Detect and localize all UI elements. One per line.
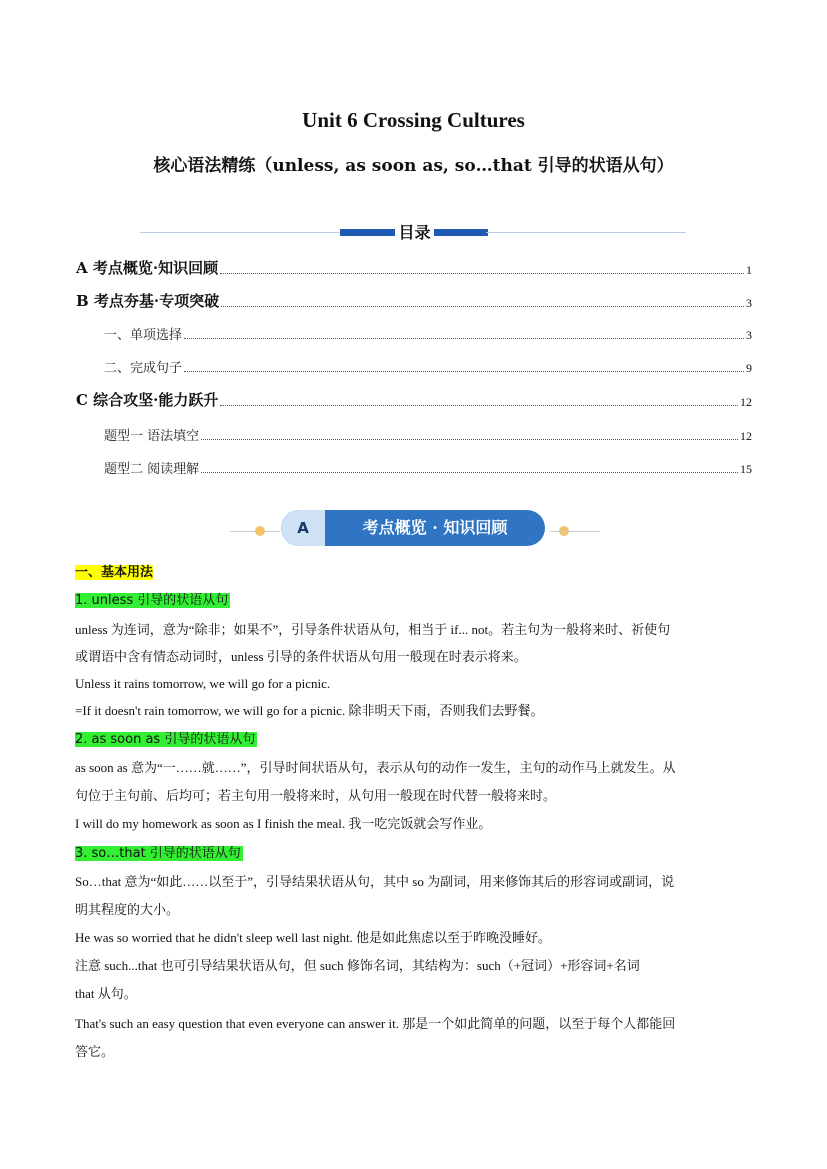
point-3-text-2: 明其程度的大小。: [75, 902, 180, 917]
toc-page-number: 3: [746, 296, 752, 310]
toc-leader: [220, 273, 744, 274]
point-2-text-1: as soon as 意为“一……就……”，引导时间状语从句，表示从句的动作一发生，主句的动作马上就发生。从: [75, 760, 676, 775]
section-a-banner: [230, 508, 600, 550]
point-3-label: 3. so…that 引导的状语从句: [75, 846, 241, 861]
toc-entry-c1[interactable]: [104, 424, 752, 444]
toc-entry-a[interactable]: [76, 258, 752, 278]
point-3-example-2-line-1: That's such an easy question that even everyone can answer it. 那是一个如此简单的问题，以至于每个人都能回: [75, 1016, 676, 1031]
toc-page-number: 12: [740, 429, 752, 443]
point-3-text-1: So…that 意为“如此……以至于”，引导结果状语从句，其中 so 为副词，用来修饰其后的形容词或副词，说: [75, 874, 675, 889]
toc-leader: [184, 338, 744, 339]
toc-entry-label: 题型一 语法填空: [104, 429, 200, 444]
point-3-example-1: He was so worried that he didn't sleep well last night. 他是如此焦虑以至于昨晚没睡好。: [75, 930, 552, 945]
toc-entry-label: B 考点夯基·专项突破: [76, 292, 220, 310]
toc-leader: [201, 472, 738, 473]
toc-leader: [201, 439, 738, 440]
toc-page-number: 9: [746, 361, 752, 375]
section-title: 考点概览 · 知识回顾: [362, 518, 508, 537]
point-3-label-row: [75, 839, 755, 867]
toc-page-number: 15: [740, 462, 752, 476]
toc-divider-right: [486, 232, 686, 233]
toc-entry-b[interactable]: [76, 291, 752, 311]
toc-header: [140, 220, 686, 244]
document-title: Unit 6 Crossing Cultures: [302, 108, 525, 132]
toc-entry-label: C 综合攻坚·能力跃升: [76, 391, 219, 409]
point-2-label-row: [75, 725, 755, 753]
point-2-example-1: I will do my homework as soon as I finish the meal. 我一吃完饭就会写作业。: [75, 816, 492, 831]
toc-entry-c[interactable]: [76, 390, 752, 410]
section-letter: A: [281, 510, 325, 546]
point-3-note-1: 注意 such...that 也可引导结果状语从句，但 such 修饰名词，其结构为：such（+冠词）+形容词+名词: [75, 958, 640, 973]
section-pill: [281, 510, 545, 546]
toc-page-number: 3: [746, 328, 752, 342]
point-1-example-2: =If it doesn't rain tomorrow, we will go for a picnic. 除非明天下雨，否则我们去野餐。: [75, 703, 544, 718]
point-3-example-2-line-2: 答它。: [75, 1044, 115, 1059]
toc-title: 目录: [398, 223, 431, 242]
toc-divider-left: [140, 232, 340, 233]
toc-entry-label: A 考点概览·知识回顾: [76, 259, 219, 277]
toc-leader: [221, 306, 744, 307]
toc-page-number: 12: [740, 395, 752, 409]
toc-page-number: 1: [746, 263, 752, 277]
point-2-text-2: 句位于主句前、后均可；若主句用一般将来时，从句用一般现在时代替一般将来时。: [75, 788, 557, 803]
point-1-example-1: Unless it rains tomorrow, we will go for a picnic.: [75, 676, 331, 691]
toc-entry-label: 一、单项选择: [104, 328, 183, 343]
banner-line-right: [550, 531, 600, 532]
point-1-text-2: 或谓语中含有情态动词时，unless 引导的条件状语从句用一般现在时表示将来。: [75, 649, 527, 664]
toc-entry-b2[interactable]: [104, 356, 752, 376]
toc-entry-b1[interactable]: [104, 323, 752, 343]
toc-entry-c2[interactable]: [104, 457, 752, 477]
toc-leader: [220, 405, 738, 406]
point-1-label-row: [75, 586, 755, 614]
point-1-label: 1. unless 引导的状语从句: [75, 593, 229, 608]
document-subtitle: 核心语法精练（unless, as soon as, so…that 引导的状语从句）: [153, 156, 674, 176]
toc-leader: [184, 371, 744, 372]
content-heading-row: [75, 558, 755, 586]
toc-entry-label: 二、完成句子: [104, 361, 183, 376]
toc-accent-bar-right: [434, 229, 488, 236]
content-heading: 一、基本用法: [75, 565, 154, 580]
toc-entry-label: 题型二 阅读理解: [104, 462, 200, 477]
toc-accent-bar-left: [340, 229, 395, 236]
point-2-label: 2. as soon as 引导的状语从句: [75, 732, 256, 747]
point-1-text-1: unless 为连词，意为“除非；如果不”，引导条件状语从句，相当于 if... not。若主句为一般将来时、祈使句: [75, 622, 671, 637]
banner-dot-left: [255, 526, 265, 536]
point-3-note-2: that 从句。: [75, 986, 137, 1001]
